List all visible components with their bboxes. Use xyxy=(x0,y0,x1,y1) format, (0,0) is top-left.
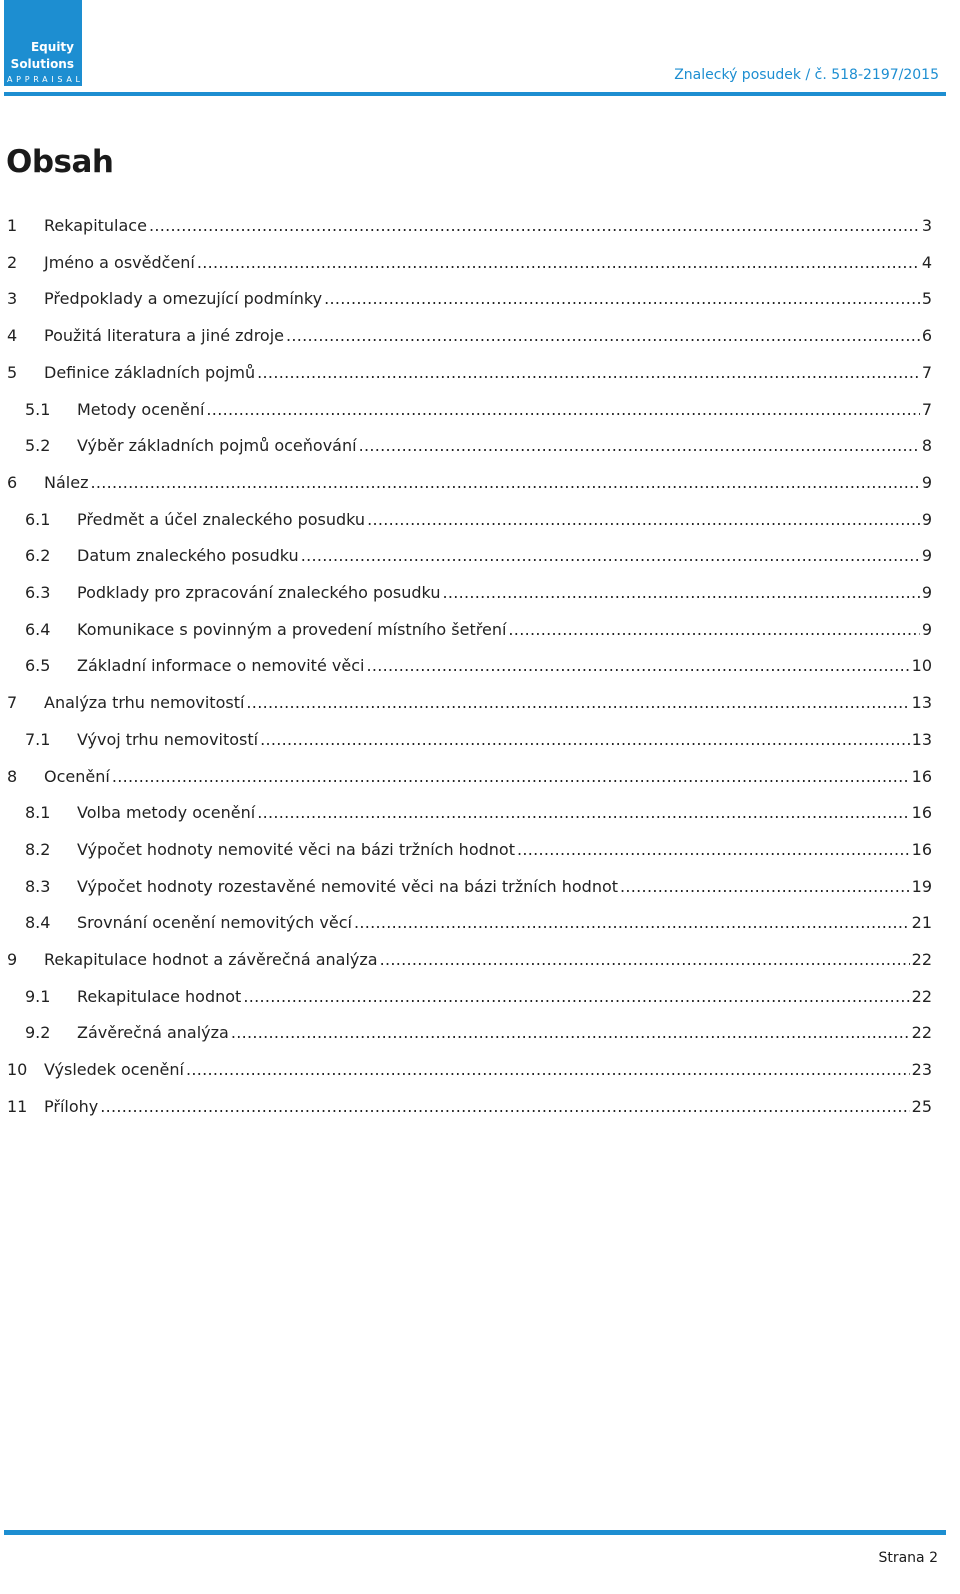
toc-entry[interactable] xyxy=(0,612,960,648)
toc-entry-line xyxy=(44,1089,932,1125)
toc-dot-leader xyxy=(100,1089,909,1125)
toc-entry[interactable] xyxy=(0,208,960,244)
toc-entry[interactable] xyxy=(0,355,960,391)
toc-entry-title: Vývoj trhu nemovitostí xyxy=(77,730,259,749)
toc-entry-number: 7.1 xyxy=(25,730,51,749)
toc-entry[interactable] xyxy=(0,869,960,905)
toc-entry-title: Předpoklady a omezující podmínky xyxy=(44,289,323,308)
toc-entry-title: Datum znaleckého posudku xyxy=(77,546,299,565)
toc-entry[interactable] xyxy=(0,795,960,831)
toc-entry-page: 9 xyxy=(921,620,932,639)
toc-entry-title: Rekapitulace xyxy=(44,216,147,235)
toc-entry-page: 10 xyxy=(911,656,932,675)
toc-entry-title: Nález xyxy=(44,473,89,492)
toc-entry-page: 22 xyxy=(911,987,932,1006)
toc-entry-number: 8 xyxy=(7,767,18,786)
toc-dot-leader xyxy=(112,759,910,795)
document-reference: Znalecký posudek / č. 518-2197/2015 xyxy=(674,67,939,83)
toc-entry-line xyxy=(77,979,932,1015)
toc-entry-page: 13 xyxy=(911,693,932,712)
toc-dot-leader xyxy=(354,905,910,941)
toc-entry-number: 9.1 xyxy=(25,987,51,1006)
toc-entry-number: 8.3 xyxy=(25,877,51,896)
toc-entry-line xyxy=(77,502,932,538)
toc-entry[interactable] xyxy=(0,245,960,281)
toc-entry-number: 7 xyxy=(7,693,18,712)
toc-entry-line xyxy=(77,1015,932,1051)
toc-entry-page: 13 xyxy=(911,730,932,749)
toc-entry-page: 9 xyxy=(921,510,932,529)
toc-entry-title: Definice základních pojmů xyxy=(44,363,256,382)
toc-entry-line xyxy=(77,832,932,868)
toc-entry-line xyxy=(77,795,932,831)
toc-entry-number: 8.4 xyxy=(25,913,51,932)
page-title: Obsah xyxy=(6,144,114,180)
toc-entry-number: 9 xyxy=(7,950,18,969)
toc-entry-page: 22 xyxy=(911,1023,932,1042)
toc-dot-leader xyxy=(260,722,910,758)
toc-dot-leader xyxy=(286,318,920,354)
logo-text-equity: Equity xyxy=(30,40,74,54)
toc-entry-line xyxy=(44,355,932,391)
toc-entry-line xyxy=(44,318,932,354)
toc-entry[interactable] xyxy=(0,905,960,941)
toc-entry-page: 7 xyxy=(921,363,932,382)
toc-entry[interactable] xyxy=(0,979,960,1015)
toc-entry-title: Ocenění xyxy=(44,767,110,786)
toc-entry-number: 1 xyxy=(7,216,18,235)
toc-entry-title: Výběr základních pojmů oceňování xyxy=(77,436,357,455)
toc-entry[interactable] xyxy=(0,538,960,574)
page-number: Strana 2 xyxy=(878,1550,938,1566)
toc-dot-leader xyxy=(442,575,919,611)
toc-entry-title: Rekapitulace hodnot a závěrečná analýza xyxy=(44,950,378,969)
toc-entry-line xyxy=(44,942,932,978)
toc-entry-number: 5.1 xyxy=(25,400,51,419)
toc-entry-number: 8.2 xyxy=(25,840,51,859)
toc-entry-page: 9 xyxy=(921,546,932,565)
toc-dot-leader xyxy=(367,502,920,538)
toc-dot-leader xyxy=(366,648,909,684)
toc-entry-number: 6.5 xyxy=(25,656,51,675)
toc-entry-page: 4 xyxy=(921,253,932,272)
toc-entry-number: 4 xyxy=(7,326,18,345)
toc-entry-page: 16 xyxy=(911,840,932,859)
toc-entry-line xyxy=(77,648,932,684)
toc-entry-page: 5 xyxy=(921,289,932,308)
toc-entry-title: Rekapitulace hodnot xyxy=(77,987,242,1006)
toc-entry-number: 9.2 xyxy=(25,1023,51,1042)
toc-entry-title: Metody ocenění xyxy=(77,400,205,419)
toc-entry-page: 16 xyxy=(911,803,932,822)
toc-dot-leader xyxy=(231,1015,910,1051)
toc-entry-title: Srovnání ocenění nemovitých věcí xyxy=(77,913,352,932)
toc-dot-leader xyxy=(246,685,909,721)
toc-entry-page: 6 xyxy=(921,326,932,345)
toc-entry-number: 6.1 xyxy=(25,510,51,529)
toc-entry-title: Volba metody ocenění xyxy=(77,803,256,822)
toc-entry-title: Předmět a účel znaleckého posudku xyxy=(77,510,366,529)
toc-entry-line xyxy=(77,722,932,758)
toc-entry[interactable] xyxy=(0,1052,960,1088)
toc-entry-page: 3 xyxy=(921,216,932,235)
toc-dot-leader xyxy=(257,795,909,831)
toc-entry-line xyxy=(44,759,932,795)
toc-dot-leader xyxy=(620,869,910,905)
toc-entry-page: 22 xyxy=(911,950,932,969)
toc-entry[interactable] xyxy=(0,281,960,317)
header-divider xyxy=(4,92,946,96)
toc-entry-line xyxy=(77,869,932,905)
company-logo xyxy=(4,0,93,86)
toc-dot-leader xyxy=(186,1052,910,1088)
toc-entry[interactable] xyxy=(0,465,960,501)
toc-entry-title: Výpočet hodnoty nemovité věci na bázi tržních hodnot xyxy=(77,840,515,859)
toc-entry-page: 16 xyxy=(911,767,932,786)
toc-dot-leader xyxy=(149,208,920,244)
toc-dot-leader xyxy=(517,832,910,868)
toc-entry-title: Základní informace o nemovité věci xyxy=(77,656,365,675)
toc-entry-page: 19 xyxy=(911,877,932,896)
toc-entry[interactable] xyxy=(0,759,960,795)
toc-entry-title: Podklady pro zpracování znaleckého posudku xyxy=(77,583,441,602)
toc-entry-page: 21 xyxy=(911,913,932,932)
toc-entry-number: 5 xyxy=(7,363,18,382)
toc-entry-title: Přílohy xyxy=(44,1097,99,1116)
toc-entry[interactable] xyxy=(0,832,960,868)
toc-entry[interactable] xyxy=(0,318,960,354)
toc-entry-title: Výpočet hodnoty rozestavěné nemovité věci na bázi tržních hodnot xyxy=(77,877,619,896)
toc-entry-number: 6 xyxy=(7,473,18,492)
toc-entry-page: 9 xyxy=(921,473,932,492)
toc-entry-title: Jméno a osvědčení xyxy=(44,253,195,272)
toc-entry-number: 2 xyxy=(7,253,18,272)
toc-entry-line xyxy=(44,281,932,317)
toc-entry-line xyxy=(44,245,932,281)
toc-entry-number: 5.2 xyxy=(25,436,51,455)
toc-entry[interactable] xyxy=(0,575,960,611)
toc-entry-title: Výsledek ocenění xyxy=(44,1060,184,1079)
toc-dot-leader xyxy=(324,281,920,317)
toc-entry[interactable] xyxy=(0,685,960,721)
toc-dot-leader xyxy=(243,979,909,1015)
footer-divider xyxy=(4,1530,946,1535)
toc-dot-leader xyxy=(90,465,919,501)
toc-entry[interactable] xyxy=(0,648,960,684)
toc-dot-leader xyxy=(508,612,919,648)
toc-entry-title: Závěrečná analýza xyxy=(77,1023,229,1042)
toc-dot-leader xyxy=(380,942,910,978)
toc-entry-title: Komunikace s povinným a provedení místního šetření xyxy=(77,620,507,639)
toc-entry-page: 8 xyxy=(921,436,932,455)
toc-entry-page: 23 xyxy=(911,1060,932,1079)
toc-entry-line xyxy=(44,208,932,244)
toc-entry-line xyxy=(77,392,932,428)
toc-entry-title: Analýza trhu nemovitostí xyxy=(44,693,245,712)
toc-entry-page: 25 xyxy=(911,1097,932,1116)
toc-entry-line xyxy=(44,1052,932,1088)
toc-entry-line xyxy=(77,905,932,941)
toc-dot-leader xyxy=(257,355,920,391)
toc-entry-title: Použitá literatura a jiné zdroje xyxy=(44,326,284,345)
toc-dot-leader xyxy=(197,245,920,281)
toc-dot-leader xyxy=(359,428,920,464)
toc-entry-number: 6.2 xyxy=(25,546,51,565)
toc-entry-line xyxy=(77,575,932,611)
toc-entry-line xyxy=(77,538,932,574)
toc-entry-line xyxy=(44,465,932,501)
toc-entry-page: 7 xyxy=(921,400,932,419)
toc-entry[interactable] xyxy=(0,942,960,978)
toc-entry[interactable] xyxy=(0,502,960,538)
toc-entry-number: 6.3 xyxy=(25,583,51,602)
toc-entry-number: 11 xyxy=(7,1097,28,1116)
toc-entry-number: 10 xyxy=(7,1060,28,1079)
toc-entry-line xyxy=(77,428,932,464)
toc-entry[interactable] xyxy=(0,722,960,758)
toc-entry-line xyxy=(44,685,932,721)
toc-dot-leader xyxy=(301,538,920,574)
toc-entry[interactable] xyxy=(0,392,960,428)
toc-dot-leader xyxy=(206,392,919,428)
toc-entry-number: 3 xyxy=(7,289,18,308)
toc-entry[interactable] xyxy=(0,1015,960,1051)
toc-entry[interactable] xyxy=(0,1089,960,1125)
toc-entry-page: 9 xyxy=(921,583,932,602)
toc-entry[interactable] xyxy=(0,428,960,464)
toc-entry-number: 8.1 xyxy=(25,803,51,822)
toc-entry-number: 6.4 xyxy=(25,620,51,639)
logo-text-appraisals: APPRAISALS xyxy=(7,75,93,84)
toc-entry-line xyxy=(77,612,932,648)
logo-text-solutions: Solutions xyxy=(10,57,74,71)
